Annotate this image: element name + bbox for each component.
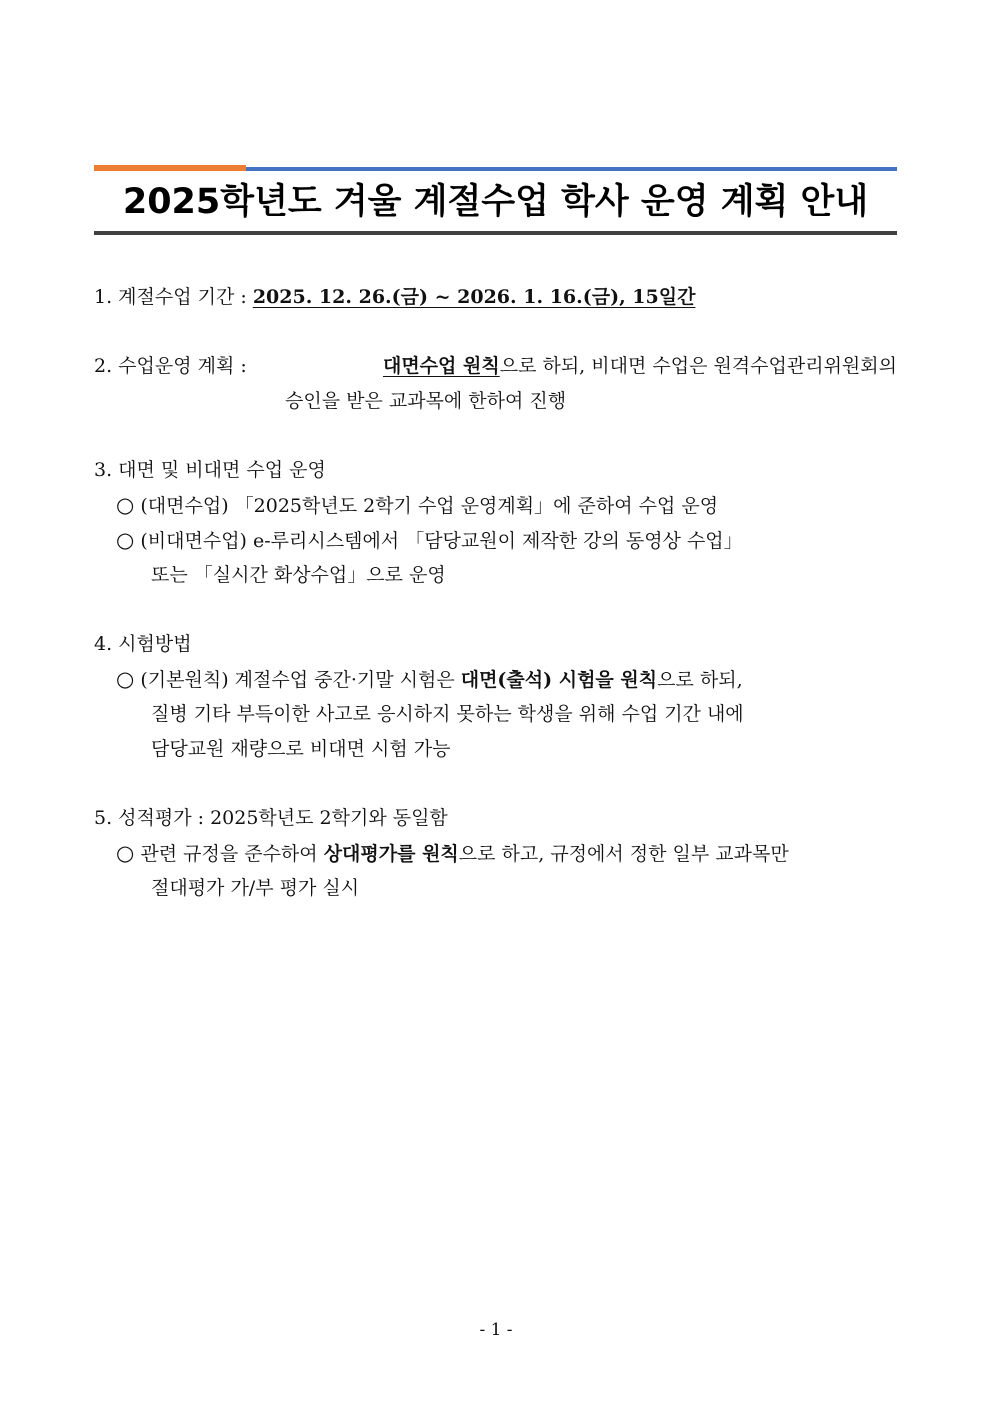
section-4-post: 으로 하되, bbox=[657, 669, 743, 691]
section-3-heading: 3. 대면 및 비대면 수업 운영 bbox=[94, 459, 326, 481]
title-bar-blue-segment bbox=[246, 167, 897, 171]
section-4-continuation-2: 담당교원 재량으로 비대면 시험 가능 bbox=[151, 738, 451, 760]
section-5-highlight: 상대평가를 원칙 bbox=[323, 843, 459, 865]
section-2-label: 2. 수업운영 계획 : bbox=[94, 355, 247, 377]
bullet-circle-icon: ○ bbox=[116, 493, 135, 517]
section-4-heading: 4. 시험방법 bbox=[94, 633, 192, 655]
page-number: - 1 - bbox=[479, 1320, 513, 1340]
section-4-pre: (기본원칙) 계절수업 중간·기말 시험은 bbox=[140, 669, 461, 691]
section-3-bullet-1 bbox=[116, 492, 718, 519]
bullet-circle-icon: ○ bbox=[116, 528, 135, 552]
bullet-circle-icon: ○ bbox=[116, 667, 135, 691]
section-4-continuation-1: 질병 기타 부득이한 사고로 응시하지 못하는 학생을 위해 수업 기간 내에 bbox=[151, 703, 744, 725]
title-bar-orange-segment bbox=[94, 165, 246, 171]
section-5-continuation: 절대평가 가/부 평가 실시 bbox=[151, 877, 360, 899]
section-5-bullet bbox=[116, 840, 789, 867]
title-underline bbox=[94, 231, 897, 235]
section-1-label: 1. 계절수업 기간 : bbox=[94, 286, 253, 308]
section-5-heading: 5. 성적평가 : 2025학년도 2학기와 동일함 bbox=[94, 807, 448, 829]
section-1-period bbox=[94, 284, 695, 310]
section-1-value: 2025. 12. 26.(금) ~ 2026. 1. 16.(금), 15일간 bbox=[252, 286, 696, 308]
section-4-bullet bbox=[116, 666, 743, 693]
title-top-bar bbox=[94, 165, 897, 171]
section-5-post: 으로 하고, 규정에서 정한 일부 교과목만 bbox=[458, 843, 789, 865]
section-2-highlight: 대면수업 원칙 bbox=[382, 355, 500, 377]
section-5-pre: 관련 규정을 준수하여 bbox=[140, 843, 324, 865]
bullet-circle-icon: ○ bbox=[116, 841, 135, 865]
section-2-plan bbox=[94, 353, 897, 379]
section-3-bullet-2-continuation: 또는 「실시간 화상수업」으로 운영 bbox=[151, 564, 446, 586]
section-4-highlight: 대면(출석) 시험을 원칙 bbox=[460, 669, 658, 691]
section-3-bullet-2 bbox=[116, 527, 743, 554]
page-title: 2025학년도 겨울 계절수업 학사 운영 계획 안내 bbox=[122, 182, 869, 222]
section-2-rest: 으로 하되, 비대면 수업은 원격수업관리위원회의 bbox=[499, 355, 897, 377]
section-2-continuation: 승인을 받은 교과목에 한하여 진행 bbox=[285, 390, 567, 412]
section-3-bullet-2-text: (비대면수업) e-루리시스템에서 「담당교원이 제작한 강의 동영상 수업」 bbox=[140, 530, 743, 552]
section-3-bullet-1-text: (대면수업) 「2025학년도 2학기 수업 운영계획」에 준하여 수업 운영 bbox=[140, 495, 719, 517]
